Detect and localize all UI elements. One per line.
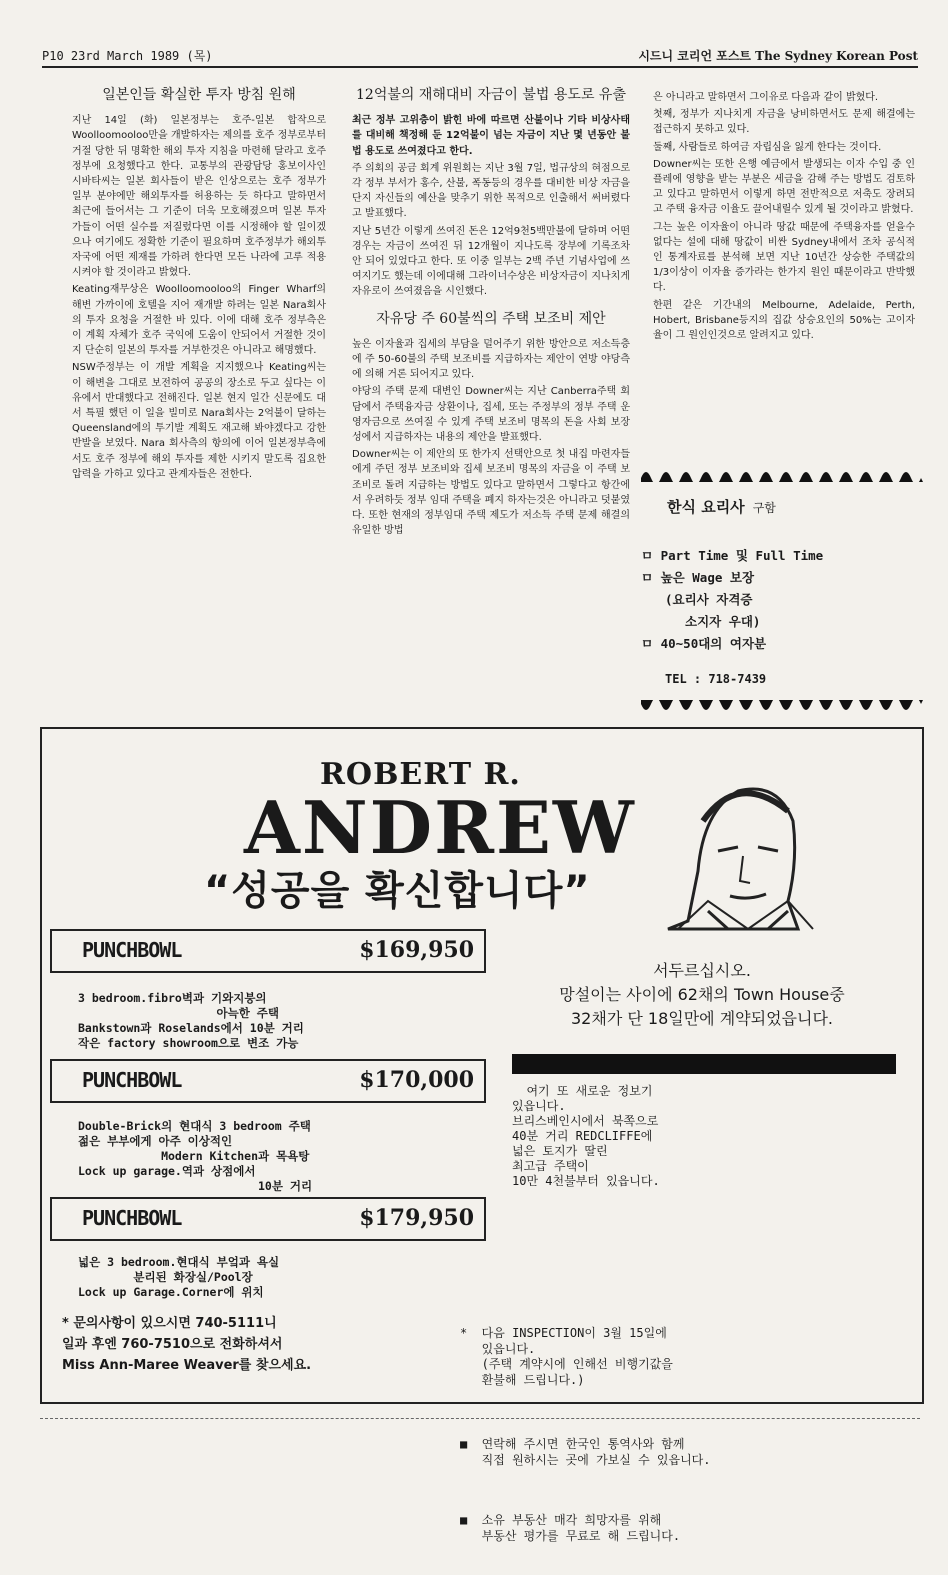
listing-description: 3 bedroom.fibro벽과 기와지붕의 아늑한 주택 Bankstown과 Roselands에서 10분 거리 작은 factory showroom으로 변조 가능 bbox=[78, 991, 304, 1050]
page-header bbox=[42, 44, 918, 68]
chef-ad-title-suffix: 구함 bbox=[752, 501, 776, 515]
article-headline: 12억불의 재해대비 자금이 불법 용도로 유출 bbox=[356, 87, 626, 103]
article-japan-investment bbox=[72, 88, 326, 484]
listing-description: Double-Brick의 현대식 3 bedroom 주택 젊은 부부에게 아주 이상적인 Modern Kitchen과 목욕탕 Lock up garage.역과 상점에서 10분 거리 bbox=[78, 1119, 313, 1193]
chef-ad-title-text: 한식 요리사 bbox=[667, 498, 745, 516]
listing-header bbox=[50, 929, 486, 973]
article-paragraph: 그는 높은 이자율이 아니라 땅값 때문에 주택융자를 얻을수 없다는 설에 대해 땅값이 비싼 Sydney내에서 조차 공식적인 통계자료를 분석해 보면 지난 10년간 상승한 주택값의 1/3이상이 이자율 증가라는 한가지 원인 때문이라고 반박했다. bbox=[653, 221, 915, 294]
article-paragraph: 높은 이자율과 집세의 부담을 덜어주기 위한 방안으로 저소득층에 주 50-60불의 주택 보조비를 지급하자는 제안이 연방 야당측에 의해 거론 되어지고 있다. bbox=[352, 338, 630, 381]
realestate-ad bbox=[40, 727, 924, 1543]
chef-ad-phone: TEL : 718-7439 bbox=[665, 672, 767, 686]
article-paragraph: Downer씨는 이 제안의 또 한가지 선택안으로 첫 내집 마련자들에게 주던 정부 보조비와 집세 보조비 명목의 자금을 이 주택 보조비로 돌려 지급하는 방법도 있다고 말하면서 그렇다고 항간에서 우려하듯 정부 임대 주택을 폐지 하자는것은 아니라고 덧붙였다. 또한 현재의 정부임대 주택 제도가 저소득 주택 문제 해결의 유일한 방법 bbox=[352, 449, 630, 537]
ad-slogan: “성공을 확신합니다” bbox=[204, 868, 591, 914]
chef-ad-line: ㅁ 40~50대의 여자분 bbox=[641, 636, 767, 651]
listing-header bbox=[50, 1059, 486, 1103]
listing-price: $179,950 bbox=[359, 1205, 474, 1231]
redcliffe-info: 여기 또 새로운 정보기 있읍니다. 브리스베인시에서 북쪽으로 40분 거리 REDCLIFFE에 넓은 토지가 딸린 최고급 주택이 10만 4천불부터 있읍니다. bbox=[512, 1084, 660, 1188]
agent-name-line1: ROBERT R. bbox=[320, 757, 521, 792]
listing-suburb: PUNCHBOWL bbox=[82, 938, 182, 962]
decorative-border-bottom bbox=[641, 700, 923, 716]
article-headline-housing: 자유당 주 60불씩의 주택 보조비 제안 bbox=[376, 310, 606, 327]
article-paragraph: Downer씨는 또한 은행 예금에서 발생되는 이자 수입 중 인플레에 영향을 받는 부분은 세금을 감해 주는 방법도 검토하고 있다고 말하면서 이렇게 하면 전반적으로 저축도 장려되고 주택 융자금 이율도 끌어내릴수 있게 될 것이라고 밝혔다. bbox=[653, 158, 915, 216]
chef-ad-line: (요리사 자격증 bbox=[665, 592, 753, 607]
article-emergency-fund bbox=[352, 88, 630, 540]
masthead: 시드니 코리언 포스트 The Sydney Korean Post bbox=[638, 49, 918, 63]
page-date-line: P10 23rd March 1989 (목) bbox=[42, 49, 213, 63]
chef-ad-line: ㅁ Part Time 및 Full Time bbox=[641, 548, 824, 563]
article-paragraph: 은 아니라고 말하면서 그이유로 다음과 같이 밝혔다. bbox=[653, 92, 879, 103]
contact-info: * 문의사항이 있으시면 740-5111니 일과 후엔 760-7510으로 전화하셔서 Miss Ann-Maree Weaver를 찾으세요. bbox=[62, 1316, 312, 1373]
chef-ad-title bbox=[667, 496, 776, 517]
decorative-border-top bbox=[641, 466, 923, 482]
hurry-notice: 서두르십시오. 망설이는 사이에 62채의 Town House중 32채가 단 18일만에 계약되었읍니다. bbox=[559, 961, 845, 1028]
article-paragraph: 둘째, 사람들로 하여금 자립심을 잃게 한다는 것이다. bbox=[653, 141, 882, 153]
page-bottom-rule bbox=[40, 1418, 920, 1420]
article-paragraph: 야당의 주택 문제 대변인 Downer씨는 지난 Canberra주택 회담에서 주택융자금 상환이나, 집세, 또는 주정부의 정부 주택 운영자금으로 쓰여질 수 있게 주택 보조비 명목의 돈을 사회 보장성에서 지급하자는 내용의 제안을 발표했다. bbox=[352, 386, 630, 444]
chef-ad-line: 소지자 우대) bbox=[685, 614, 761, 629]
inspection-note: * 다음 INSPECTION이 3월 15일에 있읍니다. (주택 계약시에 인해선 비행기값을 환불해 드립니다.) bbox=[460, 1326, 673, 1387]
article-paragraph: 지난 14일 (화) 일본정부는 호주-일본 합작으로 Woolloomooloo만을 개발하자는 제의를 호주 정부로부터 거절 당한 뒤 명확한 해외 투자 지침을 마련해 달라고 호주정부에 요청했다고 한다. 교통부의 관광담당 홍보이사인 시바타씨는 일본 회사들이 받은 인상으로는 호주 정부가 일부 분야에만 해외투자를 허용하는 듯 하다고 말하면서 최근에 들어서는 그 기준이 더욱 모호해졌으며 일본 투자가들이 어떤 실수를 저질렀다면 이를 시정해야 할 일이겠으나 여기에도 정확한 기준이 필요하며 호주정부가 해외투자국에 어떤 제재를 가하려 한다면 모든 나라에 고루 적용시켜야 할 것이라고 밝혔다. bbox=[72, 115, 326, 279]
listing-suburb: PUNCHBOWL bbox=[82, 1068, 182, 1092]
listing-price: $169,950 bbox=[359, 937, 474, 963]
article-paragraph: 첫째, 정부가 지나치게 자금을 낭비하면서도 문제 해결에는 접근하지 못하고 있다. bbox=[653, 109, 915, 136]
agent-portrait bbox=[648, 751, 826, 931]
article-lead: 최근 정부 고위층이 밝힌 바에 따르면 산불이나 기타 비상사태를 대비해 책정해 둔 12억불이 넘는 자금이 지난 몇 년동안 불법 용도로 쓰여졌다고 한다. bbox=[352, 115, 630, 157]
article-housing-continued bbox=[653, 90, 915, 345]
chef-ad-line: ㅁ 높은 Wage 보장 bbox=[641, 570, 755, 585]
listing-suburb: PUNCHBOWL bbox=[82, 1206, 182, 1230]
listing-header bbox=[50, 1197, 486, 1241]
article-paragraph: 주 의회의 공금 회계 위원회는 지난 3월 7일, 법규상의 혀점으로 각 정부 부서가 홍수, 산불, 폭동등의 경우를 대비한 비상 자금을 단지 자신들의 예산을 맞추기 위한 목적으로 인출해서 써버렸다고 발표했다. bbox=[352, 162, 630, 220]
article-paragraph: 지난 5년간 이렇게 쓰여진 돈은 12억9천5백만불에 달하며 어떤 경우는 자금이 쓰여진 뒤 12개월이 지나도록 장부에 기록조차 안 되어 있었다고 한다. 또 이중 일부는 2백 주년 기념사업에 쓰여지기도 했는데 이에대해 그라이너수상은 비상자금이 지나치게 자유로이 쓰여졌음을 시인했다. bbox=[352, 225, 630, 298]
article-paragraph: 한편 같은 기간내의 Melbourne, Adelaide, Perth, Hobert, Brisbane등지의 집값 상승요인의 50%는 고이자율이 그 원인인것으로 알려지고 있다. bbox=[653, 299, 915, 342]
ad-notes bbox=[460, 1295, 910, 1575]
article-headline: 일본인들 확실한 투자 방침 원해 bbox=[102, 87, 296, 103]
article-paragraph: Keating재무상은 Woolloomooloo의 Finger Wharf의 해변 가까이에 호텔을 지어 재개발 하려는 일본 Nara회사의 투자 요청을 거절한 바 있다. 이에 대해 호주 정부측은 이 계획 자체가 호주 국익에 도움이 안되어서 거절한 것이지 단순히 일본의 투자를 거부한것은 아니라고 해명했다. bbox=[72, 284, 326, 357]
interpreter-note: ■ 연락해 주시면 한국인 통역사와 함께 직접 원하시는 곳에 가보실 수 있읍니다. bbox=[460, 1437, 711, 1467]
listing-description: 넓은 3 bedroom.현대식 부엌과 욕실 분리된 화장실/Pool장 Lock up Garage.Corner에 위치 bbox=[78, 1255, 280, 1299]
valuation-note: ■ 소유 부동산 매각 희망자를 위해 부동산 평가를 무료로 해 드립니다. bbox=[460, 1513, 681, 1543]
divider-bar bbox=[512, 1054, 896, 1074]
article-paragraph: NSW주정부는 이 개발 계획을 지지했으나 Keating씨는 이 해변을 그대로 보전하여 공공의 장소로 두고 싶다는 이유에서 반대했다고 전해진다. 일본 현지 일간 신문에도 대서 특필 했던 이 일을 빌미로 Nara회사는 2억불이 달하는 Queensland에의 투기발 계획도 재고해 봐야겠다고 강한 반발을 보였다. Nara 회사측의 항의에 이어 일본정부측에서도 호주 정부에 해외 투자를 제한 시키지 말도록 집요한 압력을 가하고 있다고 관계자들은 전한다. bbox=[72, 362, 326, 480]
agent-name-line2: ANDREW bbox=[244, 785, 636, 870]
listing-price: $170,000 bbox=[359, 1067, 474, 1093]
chef-wanted-ad bbox=[641, 482, 923, 698]
